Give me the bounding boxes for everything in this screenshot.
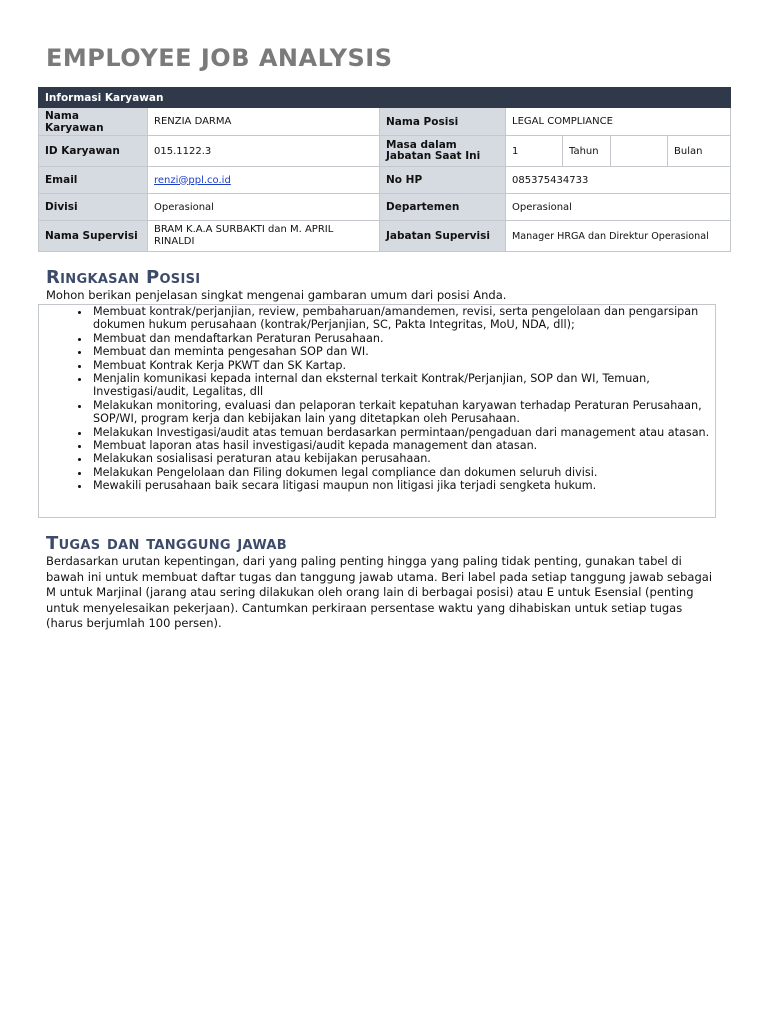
list-item: • Membuat dan meminta pengesahan SOP dan WI. [91,345,715,358]
nama-supervisi-label: Nama Supervisi [39,221,148,252]
nama-posisi-value: LEGAL COMPLIANCE [506,108,731,136]
bulan-label: Bulan [668,136,731,167]
email-link[interactable]: renzi@ppl.co.id [154,174,231,186]
jabatan-supervisi-label: Jabatan Supervisi [380,221,506,252]
masa-tahun-value: 1 [506,136,563,167]
list-item: • Melakukan sosialisasi peraturan atau kebijakan perusahaan. [91,452,715,465]
list-item: • Melakukan Investigasi/audit atas temuan berdasarkan permintaan/pengaduan dari management atau atasan. [91,426,715,439]
divisi-value: Operasional [148,194,380,221]
ringkasan-box [38,304,716,518]
departemen-label: Departemen [380,194,506,221]
id-karyawan-label: ID Karyawan [39,136,148,167]
nama-posisi-label: Nama Posisi [380,108,506,136]
tugas-intro: Berdasarkan urutan kepentingan, dari yang paling penting hingga yang paling tidak penting, gunakan tabel di bawah ini untuk membuat daftar tugas dan tanggung jawab utama. Beri label pada setiap tanggung jawab sebagai M untuk Marjinal (jarang atau sering dilakukan oleh orang lain di berbagai posisi) atau E untuk Esensial (penting untuk menyelesaikan pekerjaan). Cantumkan perkiraan persentase waktu yang dihabiskan untuk setiap tugas (harus berjumlah 100 persen). [46,554,713,631]
ringkasan-intro: Mohon berikan penjelasan singkat mengenai gambaran umum dari posisi Anda. [46,288,507,302]
page-title: EMPLOYEE JOB ANALYSIS [46,44,393,72]
list-item: • Membuat laporan atas hasil investigasi/audit kepada management dan atasan. [91,439,715,452]
ringkasan-posisi-heading: Ringkasan Posisi [46,267,201,288]
tugas-heading: Tugas dan tanggung jawab [46,533,287,554]
ringkasan-list [39,305,715,493]
list-item: • Membuat dan mendaftarkan Peraturan Perusahaan. [91,332,715,345]
masa-jabatan-label: Masa dalam Jabatan Saat Ini [380,136,506,167]
id-karyawan-value: 015.1122.3 [148,136,380,167]
tahun-label: Tahun [563,136,611,167]
nama-karyawan-value: RENZIA DARMA [148,108,380,136]
email-label: Email [39,167,148,194]
list-item: • Melakukan monitoring, evaluasi dan pelaporan terkait kepatuhan karyawan terhadap Peraturan Perusahaan, SOP/WI, program kerja dan kebijakan lain yang ditetapkan oleh Perusahaan. [91,399,715,426]
jabatan-supervisi-value: Manager HRGA dan Direktur Operasional [506,221,731,252]
list-item: • Mewakili perusahaan baik secara litigasi maupun non litigasi jika terjadi sengketa hukum. [91,479,715,492]
list-item: • Melakukan Pengelolaan dan Filing dokumen legal compliance dan dokumen seluruh divisi. [91,466,715,479]
divisi-label: Divisi [39,194,148,221]
no-hp-value: 085375434733 [506,167,731,194]
list-item: • Menjalin komunikasi kepada internal dan eksternal terkait Kontrak/Perjanjian, SOP dan WI, Temuan, Investigasi/audit, Legalitas, dll [91,372,715,399]
list-item: • Membuat kontrak/perjanjian, review, pembaharuan/amandemen, revisi, serta pengelolaan dan pengarsipan dokumen hukum perusahaan (kontrak/Perjanjian, SC, Pakta Integritas, MoU, NDA, dll); [91,305,715,332]
list-item: • Membuat Kontrak Kerja PKWT dan SK Kartap. [91,359,715,372]
nama-supervisi-value: BRAM K.A.A SURBAKTI dan M. APRIL RINALDI [148,221,380,252]
employee-info-table [38,87,731,252]
info-header: Informasi Karyawan [39,88,731,108]
nama-karyawan-label: Nama Karyawan [39,108,148,136]
departemen-value: Operasional [506,194,731,221]
masa-bulan-value [611,136,668,167]
no-hp-label: No HP [380,167,506,194]
